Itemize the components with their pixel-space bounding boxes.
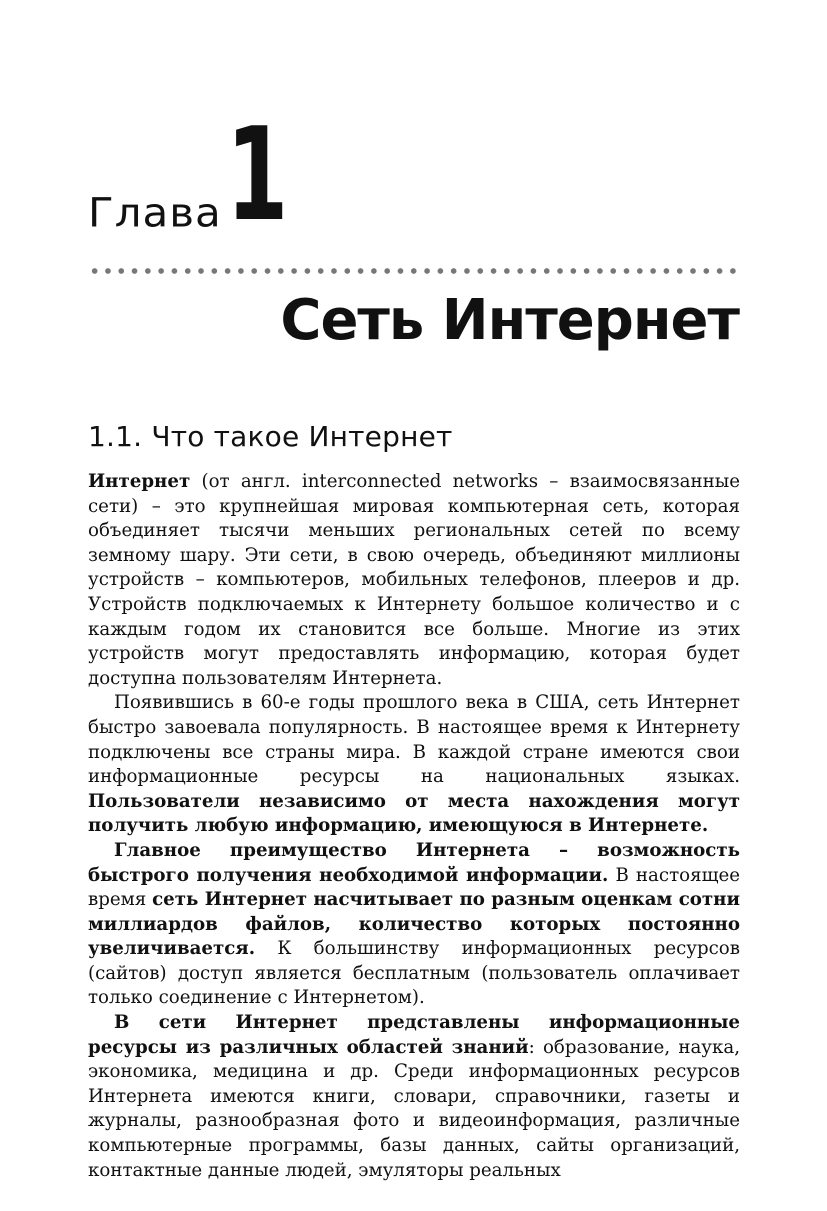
text-run: В настоящее время <box>88 864 741 911</box>
bold-run: Главное преимущество Интернета – возможность быстрого получения необходимой информации. <box>88 839 740 886</box>
dotted-divider <box>88 267 740 275</box>
bold-run: сеть Интернет насчитывает по разным оценкам сотни миллиардов файлов, количество которых постоянно увеличивается. <box>88 889 740 960</box>
chapter-label: Глава <box>88 189 222 236</box>
paragraph <box>88 691 740 839</box>
text-run: Появившись в 60-е годы прошлого века в США, сеть Интернет быстро завоевала популярность. В настоящее время к Интернету подключены все страны мира. В каждой стране имеются свои информационные ресурсы на национальных языках. <box>88 692 740 788</box>
chapter-number: 1 <box>226 101 289 250</box>
bold-run: Интернет <box>88 471 191 492</box>
chapter-header <box>88 101 748 250</box>
paragraph <box>88 470 740 691</box>
text-run: К большинству информационных ресурсов (сайтов) доступ является бесплатным (пользователь оплачивает только соединение с Интернетом). <box>88 938 740 1009</box>
chapter-title: Сеть Интернет <box>280 288 739 353</box>
bold-run: Пользователи независимо от места нахождения могут получить любую информацию, имеющуюся в Интернете. <box>88 790 740 837</box>
paragraph <box>88 1011 740 1183</box>
body-text <box>88 470 740 1183</box>
text-run: : образование, наука, экономика, медицина и др. Среди информационных ресурсов Интернета имеются книги, словари, справочники, газеты и журналы, разнообразная фото и видеоинформация, различные компьютерные программы, базы данных, сайты организаций, контактные данные людей, эмуляторы реальных <box>88 1036 740 1181</box>
bold-run: В сети Интернет представлены информационные ресурсы из различных областей знаний <box>88 1012 740 1058</box>
text-run: (от англ. interconnected networks – взаимосвязанные сети) – это крупнейшая мировая компьютерная сеть, которая объединяет тысячи меньших региональных сетей по всему земному шару. Эти сети, в свою очередь, объединяют миллионы устройств – компьютеров, мобильных телефонов, плееров и др. Устройств подключаемых к Интернету большое количество и с каждым годом их становится все больше. Многие из этих устройств могут предоставлять информацию, которая будет доступна пользователям Интернета. <box>88 471 740 689</box>
paragraph <box>88 839 740 1011</box>
section-heading: 1.1. Что такое Интернет <box>88 420 453 453</box>
